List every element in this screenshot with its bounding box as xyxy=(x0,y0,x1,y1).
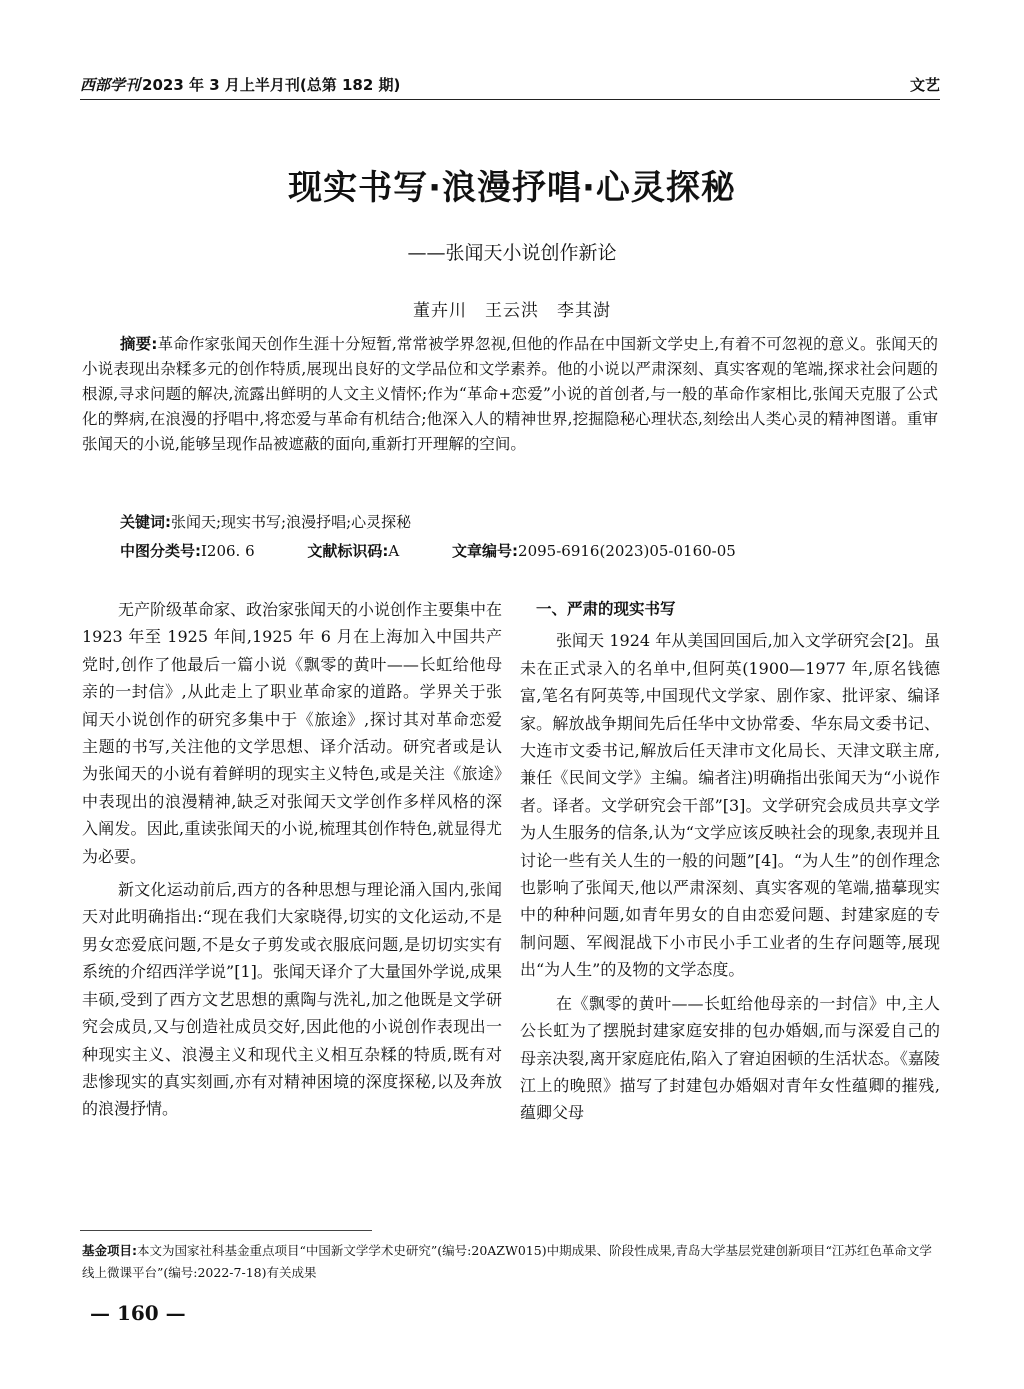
keywords-text: 张闻天;现实书写;浪漫抒唱;心灵探秘 xyxy=(171,513,412,531)
clc-label: 中图分类号: xyxy=(120,542,201,560)
page-number: — 160 — xyxy=(90,1301,186,1325)
abstract-text: 革命作家张闻天创作生涯十分短暂,常常被学界忽视,但他的作品在中国新文学史上,有着不可忽视的意义。张闻天的小说表现出杂糅多元的创作特质,展现出良好的文学品位和文学素养。他的小说以严肃深刻、真实客观的笔端,探求社会问题的根源,寻求问题的解决,流露出鲜明的人文主义情怀;作为“革命+恋爱”小说的首创者,与一般的革命作家相比,张闻天克服了公式化的弊病,在浪漫的抒唱中,将恋爱与革命有机结合;他深入人的精神世界,挖掘隐秘心理状态,刻绘出人类心灵的精神图谱。重审张闻天的小说,能够呈现作品被遮蔽的面向,重新打开理解的空间。 xyxy=(82,335,938,453)
body-paragraph: 无产阶级革命家、政治家张闻天的小说创作主要集中在 1923 年至 1925 年间,1925 年 6 月在上海加入中国共产党时,创作了他最后一篇小说《飘零的黄叶——长虹给他母亲的一封信》,从此走上了职业革命家的道路。学界关于张闻天小说创作的研究多集中于《旅途》,探讨其对革命恋爱主题的书写,关注他的文学思想、译介活动。研究者或是认为张闻天的小说有着鲜明的现实主义特色,或是关注《旅途》中表现出的浪漫精神,缺乏对张闻天文学创作多样风格的深入阐发。因此,重读张闻天的小说,梳理其创作特色,就显得尤为必要。 xyxy=(82,600,503,866)
body-paragraph: 在《飘零的黄叶——长虹给他母亲的一封信》中,主人公长虹为了摆脱封建家庭安排的包办婚姻,而与深爱自己的母亲决裂,离开家庭庇佑,陷入了窘迫困顿的生活状态。《嘉陵江上的晚照》描写了封建包办婚姻对青年女性蕴卿的摧残,蕴卿父母 xyxy=(520,993,940,1123)
running-header xyxy=(80,74,940,96)
footnote-divider xyxy=(80,1230,372,1231)
article-no-item xyxy=(452,540,736,561)
keywords-label: 关键词: xyxy=(120,513,171,531)
issue-info: 2023 年 3 月上半月刊(总第 182 期) xyxy=(142,76,401,94)
keywords xyxy=(120,511,411,532)
classification-line xyxy=(120,540,940,561)
abstract xyxy=(82,332,938,457)
article-no-label: 文章编号: xyxy=(452,542,519,560)
abstract-label: 摘要: xyxy=(120,335,158,353)
clc-value: I206. 6 xyxy=(201,542,255,560)
body-paragraph: 新文化运动前后,西方的各种思想与理论涌入国内,张闻天对此明确指出:“现在我们大家晓得,切实的文化运动,不是男女恋爱底问题,不是女子剪发或衣服底问题,是切切实实有系统的介绍西洋学说”[1]。张闻天译介了大量国外学说,成果丰硕,受到了西方文艺思想的熏陶与洗礼,加之他既是文学研究会成员,又与创造社成员交好,因此他的小说创作表现出一种现实主义、浪漫主义和现代主义相互杂糅的特质,既有对悲惨现实的真实刻画,亦有对精神困境的深度探秘,以及奔放的浪漫抒情。 xyxy=(82,880,502,1119)
doc-code-label: 文献标识码: xyxy=(307,542,389,560)
funding-text: 本文为国家社科基金重点项目“中国新文学学术史研究”(编号:20AZW015)中期成果、阶段性成果,青岛大学基层党建创新项目“江苏红色革命文学线上微课平台”(编号:2022-7-18)有关成果 xyxy=(82,1243,932,1280)
doc-code-value: A xyxy=(388,542,400,560)
funding-label: 基金项目: xyxy=(82,1243,137,1258)
journal-logo: 西部学刊 xyxy=(80,76,141,94)
body-column-left xyxy=(82,596,502,1129)
journal-issue-line xyxy=(80,74,400,95)
article-no-value: 2095-6916(2023)05-0160-05 xyxy=(518,542,736,560)
clc-item xyxy=(120,540,255,561)
doc-code-item xyxy=(307,540,399,561)
article-subtitle: ——张闻天小说创作新论 xyxy=(407,242,617,264)
section-name: 文艺 xyxy=(909,76,940,94)
funding-footnote xyxy=(82,1240,942,1284)
body-paragraph: 张闻天 1924 年从美国回国后,加入文学研究会[2]。虽未在正式录入的名单中,但阿英(1900—1977 年,原名钱德富,笔名有阿英等,中国现代文学家、剧作家、批评家、编译家。解放战争期间先后任华中文协常委、华东局文委书记、大连市文委书记,解放后任天津市文化局长、天津文联主席,兼任《民间文学》主编。编者注)明确指出张闻天为“小说作者。译者。文学研究会干部”[3]。文学研究会成员共享文学为人生服务的信条,认为“文学应该反映社会的现象,表现并且讨论一些有关人生的一般的问题”[4]。“为人生”的创作理念也影响了张闻天,他以严肃深刻、真实客观的笔端,描摹现实中的种种问题,如青年男女的自由恋爱问题、封建家庭的专制问题、军阀混战下小市民小手工业者的生存问题等,展现出“为人生”的及物的文学态度。 xyxy=(520,631,940,980)
header-divider xyxy=(80,99,940,100)
article-title: 现实书写·浪漫抒唱·心灵探秘 xyxy=(288,168,736,208)
body-column-right xyxy=(520,596,940,1133)
section-heading: 一、严肃的现实书写 xyxy=(536,600,676,618)
author-list: 董卉川 王云洪 李其澍 xyxy=(413,301,611,321)
